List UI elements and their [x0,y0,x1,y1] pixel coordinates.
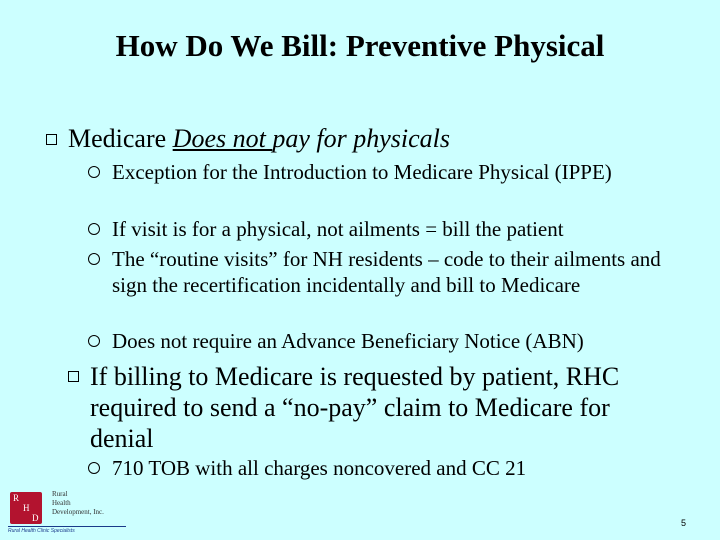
logo-name-line: Rural [52,490,68,498]
logo-mark [10,492,42,524]
bullet-text-italic: pay for physicals [272,124,450,153]
bullet-text: If billing to Medicare is requested by patient, RHC required to send a “no-pay” claim to Medicare for denial [90,362,620,453]
bullet-text-emphasis: Does not [172,124,273,153]
bullet-no-pay-claim [90,361,670,454]
subitem [112,455,672,481]
circle-bullet-icon [88,166,100,178]
company-logo [8,490,128,536]
logo-letter: D [32,513,39,523]
logo-tagline: Rural Health Clinic Specialists [8,528,75,534]
circle-bullet-icon [88,335,100,347]
subitem [112,216,672,242]
subitem-text: If visit is for a physical, not ailments = bill the patient [112,217,564,241]
page-number: 5 [680,518,686,528]
square-bullet-icon [68,371,79,382]
circle-bullet-icon [88,223,100,235]
circle-bullet-icon [88,462,100,474]
logo-name-line: Health [52,499,71,507]
subitem-text: The “routine visits” for NH residents – code to their ailments and sign the recertification incidentally and bill to Medicare [112,247,661,297]
logo-divider [8,526,126,527]
circle-bullet-icon [88,253,100,265]
subitem [112,328,672,354]
slide-title: How Do We Bill: Preventive Physical [115,28,605,63]
bullet-text-plain: Medicare [68,124,173,153]
bullet-medicare-physicals [68,124,668,154]
subitem-text: Exception for the Introduction to Medicare Physical (IPPE) [112,160,612,184]
subitem-text: 710 TOB with all charges noncovered and CC 21 [112,456,527,480]
square-bullet-icon [46,134,57,145]
subitem-text: Does not require an Advance Beneficiary Notice (ABN) [112,329,584,353]
logo-letter: H [23,503,30,513]
logo-name-line: Development, Inc. [52,508,104,516]
logo-name [52,490,104,517]
subitem [112,159,672,185]
subitem [112,246,672,298]
logo-letter: R [13,493,20,503]
